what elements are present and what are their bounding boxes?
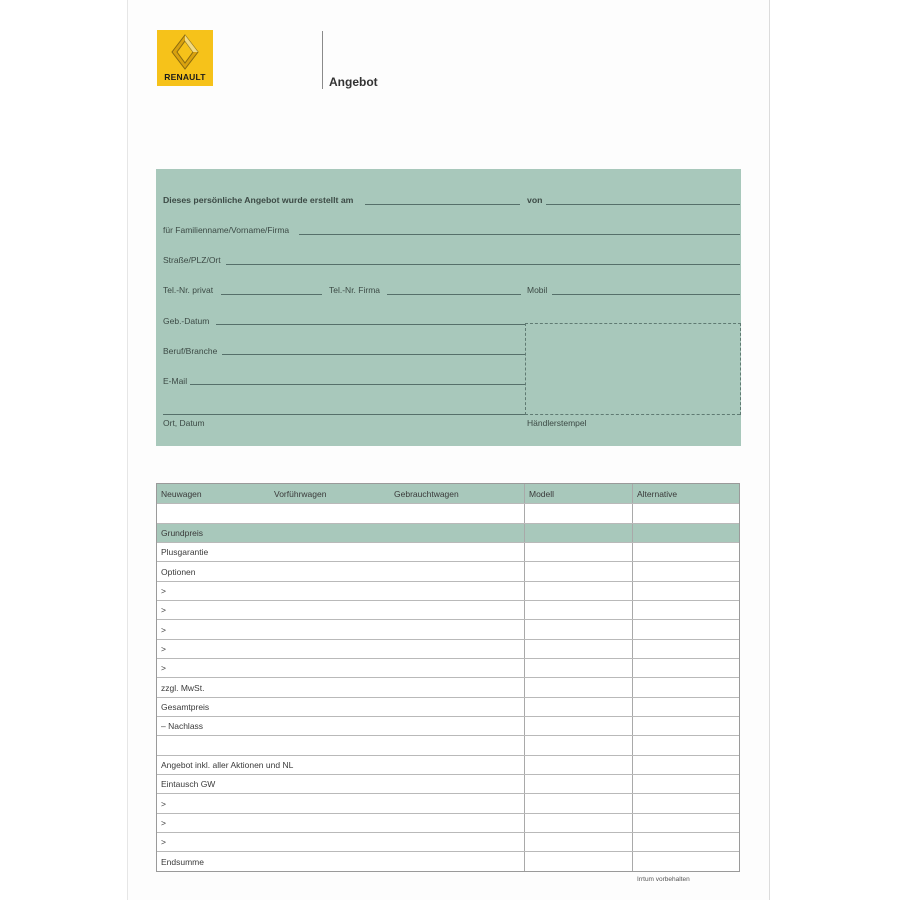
street-field[interactable] <box>226 264 740 265</box>
phone-private-field[interactable] <box>221 294 322 295</box>
customer-info-form <box>156 169 741 446</box>
row-divider <box>157 542 739 543</box>
header-used-car: Gebrauchtwagen <box>394 489 459 499</box>
by-label: von <box>527 195 543 205</box>
row-label-nachlass: – Nachlass <box>161 721 204 731</box>
phone-private-label: Tel.-Nr. privat <box>163 285 214 295</box>
row-divider <box>157 735 739 736</box>
profession-label: Beruf/Branche <box>163 346 218 356</box>
row-divider <box>157 851 739 852</box>
row-divider <box>157 813 739 814</box>
created-on-field[interactable] <box>365 204 520 205</box>
disclaimer-note: Irrtum vorbehalten <box>637 876 690 883</box>
dealer-stamp-label: Händlerstempel <box>527 418 587 428</box>
row-label-option-5: > <box>161 663 166 673</box>
mobile-label: Mobil <box>527 285 548 295</box>
row-divider <box>157 561 739 562</box>
email-field[interactable] <box>190 384 525 385</box>
phone-company-label: Tel.-Nr. Firma <box>329 285 380 295</box>
birthdate-field[interactable] <box>216 324 525 325</box>
mobile-field[interactable] <box>552 294 740 295</box>
place-date-label: Ort, Datum <box>163 418 205 428</box>
row-divider <box>157 600 739 601</box>
street-label: Straße/PLZ/Ort <box>163 255 221 265</box>
row-label-gesamtpreis: Gesamtpreis <box>161 702 210 712</box>
dealer-stamp-area <box>525 323 741 415</box>
row-label-option-1: > <box>161 586 166 596</box>
row-label-eintausch: Eintausch GW <box>161 779 216 789</box>
table-header-row <box>157 484 739 503</box>
row-label-option-2: > <box>161 605 166 615</box>
header-alternative: Alternative <box>637 489 678 499</box>
row-divider <box>157 755 739 756</box>
logo-text: RENAULT <box>164 72 206 82</box>
header-demo-car: Vorführwagen <box>274 489 327 499</box>
renault-logo <box>157 30 213 86</box>
row-divider <box>157 523 739 524</box>
phone-company-field[interactable] <box>387 294 521 295</box>
page-title: Angebot <box>329 75 378 89</box>
row-divider <box>157 677 739 678</box>
row-divider <box>157 832 739 833</box>
row-label-trade-1: > <box>161 799 166 809</box>
place-date-field[interactable] <box>163 414 525 415</box>
row-divider <box>157 503 739 504</box>
row-divider <box>157 581 739 582</box>
row-label-trade-2: > <box>161 818 166 828</box>
profession-field[interactable] <box>222 354 525 355</box>
row-divider <box>157 619 739 620</box>
row-divider <box>157 639 739 640</box>
row-label-mwst: zzgl. MwSt. <box>161 683 205 693</box>
birthdate-label: Geb.-Datum <box>163 316 210 326</box>
row-divider <box>157 774 739 775</box>
row-divider <box>157 697 739 698</box>
header-new-car: Neuwagen <box>161 489 202 499</box>
row-divider <box>157 716 739 717</box>
created-on-label: Dieses persönliche Angebot wurde erstellt am <box>163 195 354 205</box>
row-label-endsumme: Endsumme <box>161 857 204 867</box>
header-divider <box>322 31 323 89</box>
name-label: für Familienname/Vorname/Firma <box>163 225 290 235</box>
row-label-angebot-inkl: Angebot inkl. aller Aktionen und NL <box>161 760 294 770</box>
row-divider <box>157 793 739 794</box>
row-divider <box>157 658 739 659</box>
row-label-option-3: > <box>161 625 166 635</box>
by-field[interactable] <box>546 204 740 205</box>
row-label-grundpreis: Grundpreis <box>161 528 204 538</box>
row-label-optionen: Optionen <box>161 567 196 577</box>
row-label-trade-3: > <box>161 837 166 847</box>
price-table <box>156 483 740 872</box>
dealer-stamp-border <box>525 414 740 415</box>
email-label: E-Mail <box>163 376 188 386</box>
header-model: Modell <box>529 489 555 499</box>
name-field[interactable] <box>299 234 740 235</box>
row-label-plusgarantie: Plusgarantie <box>161 547 209 557</box>
row-label-option-4: > <box>161 644 166 654</box>
renault-diamond-icon <box>171 34 199 70</box>
